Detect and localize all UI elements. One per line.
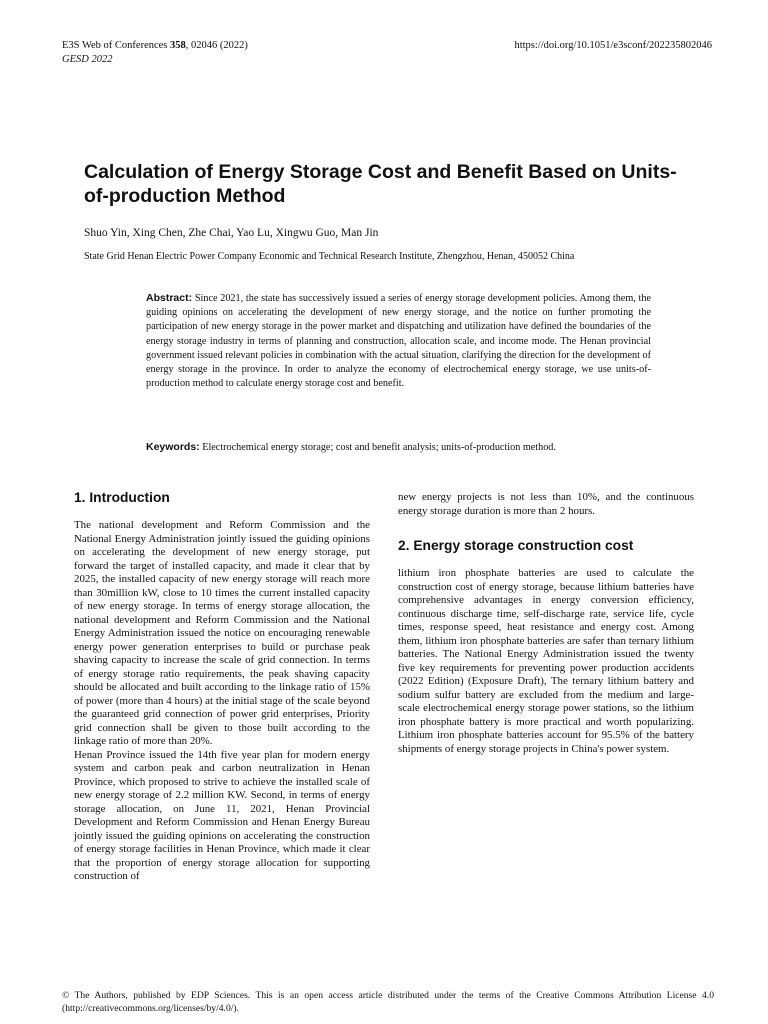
doi-link[interactable]: https://doi.org/10.1051/e3sconf/202235802046 <box>514 40 712 51</box>
cost-paragraph-1: lithium iron phosphate batteries are used to calculate the construction cost of energy storage, because lithium batteries have comprehensive advantages in energy conversion efficiency, continuous discharge time, self-discharge rate, service life, cycle times, response speed, heat resistance and energy cost. Among them, lithium iron phosphate batteries are safer than ternary lithium batteries. The National Energy Administration issued the twenty five key requirements for preventing power production accidents (2022 Edition) (Exposure Draft), The ternary lithium battery and sodium sulfur battery are excluded from the medium and large-scale electrochemical energy storage power stations, so the lithium iron phosphate battery is more practical and worth popularizing. Lithium iron phosphate batteries account for 95.5% of the battery shipments of energy storage projects in China's power system. <box>398 567 694 755</box>
affiliation: State Grid Henan Electric Power Company Economic and Technical Research Institute, Zhengzhou, Henan, 450052 China <box>84 251 575 262</box>
keywords-label: Keywords: <box>146 441 200 453</box>
author-list: Shuo Yin, Xing Chen, Zhe Chai, Yao Lu, Xingwu Guo, Man Jin <box>84 227 379 239</box>
keywords <box>146 441 651 453</box>
abstract-label: Abstract: <box>146 292 193 304</box>
section-heading-introduction: 1. Introduction <box>74 490 170 505</box>
section-heading-construction-cost: 2. Energy storage construction cost <box>398 538 634 553</box>
intro-paragraph-2-continued: new energy projects is not less than 10%, and the continuous energy storage duration is more than 2 hours. <box>398 491 694 517</box>
conference-name: GESD 2022 <box>62 54 113 65</box>
right-column <box>398 491 694 756</box>
abstract-text: Since 2021, the state has successively issued a series of energy storage development policies. Among them, the guiding opinions on accelerating the development of new energy storage, and the notice on further promoting the participation of new energy storage in the power market and dispatching and utilization have defined the boundaries of the energy storage industry in terms of planning and construction, allocation scale, and income mode. The Henan provincial government issued relevant policies in combination with the actual situation, clarifying the direction for the development of energy storage in the province. In order to analyze the economy of electrochemical energy storage, we use units-of-production method to calculate energy storage cost and benefit. <box>146 293 651 390</box>
volume-number: 358 <box>170 40 186 51</box>
abstract <box>146 291 651 391</box>
keywords-text: Electrochemical energy storage; cost and benefit analysis; units-of-production method. <box>199 442 556 453</box>
paper-title: Calculation of Energy Storage Cost and Benefit Based on Units-of-production Method <box>84 161 677 207</box>
journal-citation: E3S Web of Conferences 358, 02046 (2022) <box>62 40 248 51</box>
license-footer: © The Authors, published by EDP Sciences. This is an open access article distributed under the terms of the Creative Commons Attribution License 4.0 (http://creativecommons.org/licenses/by/4.0/). <box>62 990 714 1014</box>
running-header-left <box>62 39 248 67</box>
left-column <box>74 489 370 884</box>
intro-paragraph-2: Henan Province issued the 14th five year plan for modern energy system and carbon peak and carbon neutralization in Henan Province, which proposed to strive to achieve the installed scale of new energy storage of 2.2 million KW. Second, in terms of energy storage allocation, on June 11, 2021, Henan Provincial Development and Reform Commission and Henan Energy Bureau jointly issued the guiding opinions on accelerating the construction of energy storage facilities in Henan Province, which made it clear that the proportion of energy storage allocation for supporting construction of <box>74 748 370 882</box>
intro-paragraph-1: The national development and Reform Commission and the National Energy Administration jointly issued the guiding opinions on accelerating the development of new energy storage, put forward the target of installed capacity, and made it clear that by 2025, the installed capacity of new energy storage will reach more than 30million kW, close to 10 times the current installed capacity of new energy storage. In terms of energy storage allocation, the national development and Reform Commission and the National Energy Administration issued the notice on encouraging renewable energy power generation enterprises to build or purchase peak shaving capacity to increase the scale of grid connection. In terms of energy storage ratio requirements, the peak shaving capacity should be allocated and built according to the linkage ratio of 15% of power (more than 4 hours) at the initial stage of the scale beyond the guaranteed grid connection of power grid enterprises, Priority grid connection shall be given to those built according to the linkage ratio of more than 20%. <box>74 519 370 747</box>
